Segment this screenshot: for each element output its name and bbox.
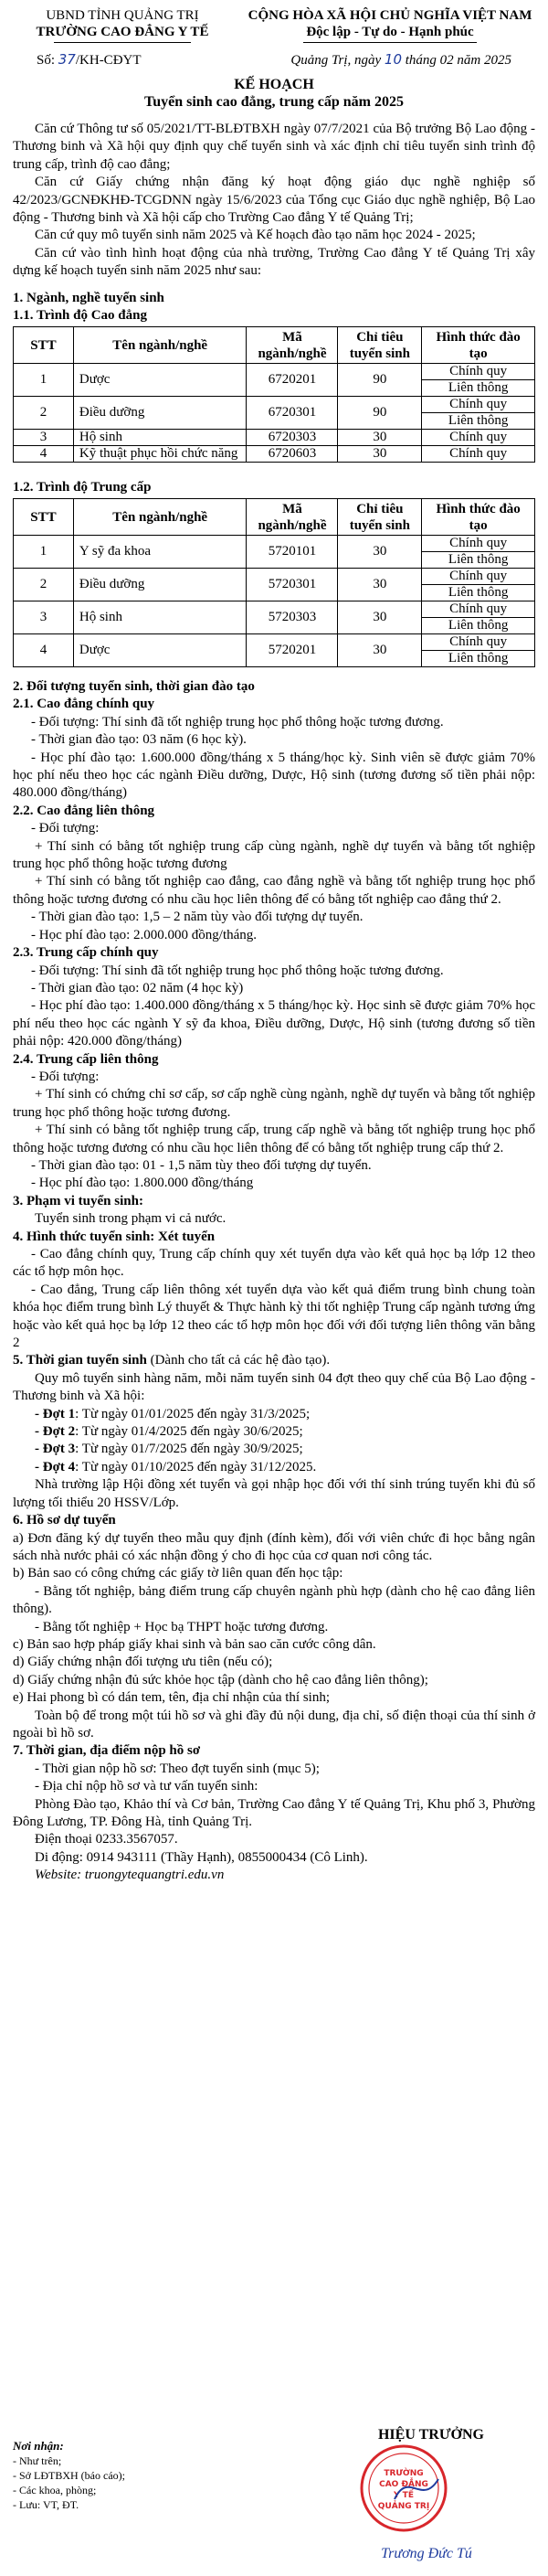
- table-row: 3 Hộ sinh 6720303 30 Chính quy: [14, 430, 535, 446]
- col-header: Tên ngành/nghề: [73, 499, 247, 536]
- intro-paragraph: Căn cứ Giấy chứng nhận đăng ký hoạt động giáo dục nghề nghiệp số 42/2023/GCNĐKHĐ-TCGDNN ngày 15/6/2023 của Tổng cục Giáo dục nghề nghiệp, Bộ Lao động - Thương binh và Xã hội cấp cho Trường Cao đẳng Y tế Quảng Trị;: [13, 175, 535, 226]
- handwritten-day: 10: [384, 51, 402, 68]
- recipient-item: - Như trên;: [13, 2454, 62, 2467]
- recipient-item: - Sở LĐTBXH (báo cáo);: [13, 2469, 125, 2482]
- document-number: Số: 37/KH-CĐYT: [37, 51, 142, 68]
- col-header: Mã ngành/nghề: [247, 499, 338, 536]
- website-link[interactable]: Website: truongytequangtri.edu.vn: [35, 1868, 225, 1883]
- document-title: KẾ HOẠCH: [234, 77, 314, 92]
- table-row: 4 Kỹ thuật phục hồi chức năng 6720603 30 Chính quy: [14, 446, 535, 463]
- round-item: - Đợt 1: Từ ngày 01/01/2025 đến ngày 31/3/2025;: [35, 1406, 311, 1421]
- round-item: - Đợt 4: Từ ngày 01/10/2025 đến ngày 31/12/2025.: [35, 1459, 317, 1474]
- round-item: - Đợt 3: Từ ngày 01/7/2025 đến ngày 30/9/2025;: [35, 1442, 303, 1457]
- col-header: Hình thức đào tạo: [422, 327, 535, 364]
- stamp-line: QUẢNG TRỊ: [377, 2502, 430, 2511]
- col-header: Mã ngành/nghề: [247, 327, 338, 364]
- signature-title: HIỆU TRƯỞNG: [377, 2427, 484, 2443]
- issuer-header: [13, 7, 232, 43]
- cao-dang-table: STT Tên ngành/nghề Mã ngành/nghề Chỉ tiêu tuyển sinh Hình thức đào tạo 1 Dược 6720201 90 Chính quy Liên thông 2 Điều dưỡng 6720301 90 Chính quy Liên thông 3 Hộ sinh 6720303 30 Chính quy 4 Kỹ thuật phục hồi chức năng 6720603 30 Chính quy: [13, 326, 535, 463]
- national-motto: Độc lập - Tự do - Hạnh phúc: [306, 25, 474, 39]
- table-row: 4 Dược 5720201 30 Chính quy: [14, 634, 535, 651]
- issuer-school: TRƯỜNG CAO ĐẲNG Y TẾ: [36, 25, 209, 39]
- col-header: Chỉ tiêu tuyển sinh: [338, 327, 422, 364]
- section4-heading: 4. Hình thức tuyển sinh: Xét tuyển: [13, 1229, 216, 1244]
- intro-block: [13, 121, 535, 281]
- table-header-row: [14, 499, 535, 536]
- intro-paragraph: Căn cứ quy mô tuyển sinh năm 2025 và Kế hoạch đào tạo năm học 2024 - 2025;: [35, 228, 476, 243]
- recipient-item: - Lưu: VT, ĐT.: [13, 2498, 79, 2511]
- intro-paragraph: Căn cứ vào tình hình hoạt động của nhà trường, Trường Cao đẳng Y tế Quảng Trị xây dựng kế hoạch tuyển sinh năm 2025 như sau:: [13, 245, 535, 279]
- col-header: STT: [14, 499, 74, 536]
- section2-1-heading: 2.1. Cao đẳng chính quy: [13, 697, 155, 712]
- national-header: [239, 7, 541, 43]
- issuer-agency: UBND TỈNH QUẢNG TRỊ: [46, 8, 199, 23]
- place-date: Quảng Trị, ngày 10 tháng 02 năm 2025: [290, 51, 511, 68]
- national-title: CỘNG HÒA XÃ HỘI CHỦ NGHĨA VIỆT NAM: [248, 8, 532, 23]
- intro-paragraph: Căn cứ Thông tư số 05/2021/TT-BLĐTBXH ngày 07/7/2021 của Bộ trưởng Bộ Lao động - Thương binh và Xã hội quy định quy chế tuyển sinh và xác định chỉ tiêu tuyển sinh trình độ trung cấp, trình độ cao đẳng;: [13, 122, 535, 172]
- stamp-line: CAO ĐẲNG: [379, 2480, 428, 2489]
- section1-heading: 1. Ngành, nghề tuyển sinh: [13, 291, 164, 305]
- section2-2-heading: 2.2. Cao đẳng liên thông: [13, 803, 155, 818]
- section2-4-heading: 2.4. Trung cấp liên thông: [13, 1051, 159, 1067]
- section6-heading: 6. Hồ sơ dự tuyển: [13, 1513, 116, 1528]
- handwritten-number: 37: [58, 51, 76, 68]
- section1-2-heading: 1.2. Trình độ Trung cấp: [13, 480, 152, 495]
- recipient-item: - Các khoa, phòng;: [13, 2484, 97, 2496]
- table-row: 3 Hộ sinh 5720303 30 Chính quy: [14, 601, 535, 618]
- round-item: - Đợt 2: Từ ngày 01/4/2025 đến ngày 30/6/2025;: [35, 1424, 303, 1440]
- section7-heading: 7. Thời gian, địa điểm nộp hồ sơ: [13, 1743, 201, 1759]
- table-row: 1 Y sỹ đa khoa 5720101 30 Chính quy: [14, 536, 535, 552]
- section2-3-heading: 2.3. Trung cấp chính quy: [13, 945, 159, 961]
- col-header: STT: [14, 327, 74, 364]
- table-row: 2 Điều dưỡng 5720301 30 Chính quy: [14, 569, 535, 585]
- document-subtitle: Tuyển sinh cao đẳng, trung cấp năm 2025: [144, 94, 404, 110]
- section5-heading: 5. Thời gian tuyển sinh (Dành cho tất cả các hệ đào tạo).: [13, 1353, 331, 1368]
- issuer-divider: [54, 42, 191, 43]
- section1-1-heading: 1.1. Trình độ Cao đẳng: [13, 308, 147, 323]
- col-header: Chỉ tiêu tuyển sinh: [338, 499, 422, 536]
- table-row: 2 Điều dưỡng 6720301 90 Chính quy: [14, 397, 535, 413]
- stamp-line: Y TẾ: [394, 2491, 414, 2500]
- section3-heading: 3. Phạm vi tuyển sinh:: [13, 1193, 143, 1208]
- section2-heading: 2. Đối tượng tuyển sinh, thời gian đào tạo: [13, 679, 255, 694]
- motto-divider: [303, 42, 477, 43]
- recipients-block: Nơi nhận: - Như trên; - Sở LĐTBXH (báo cáo); - Các khoa, phòng; - Lưu: VT, ĐT.: [13, 2439, 195, 2512]
- section2: 2. Đối tượng tuyển sinh, thời gian đào tạo 2.1. Cao đẳng chính quy - Đối tượng: Thí sinh đã tốt nghiệp trung học phổ thông hoặc tương đương. - Thời gian đào tạo: 03 năm (6 học kỳ). - Học phí đào tạo: 1.600.000 đồng/tháng x 5 tháng/học kỳ. Sinh viên sẽ được giảm 70% học phí nếu theo học các ngành Điều dưỡng, Dược, Hộ sinh (tương đương số tiền phải nộp: 480.000 đồng/tháng) 2.2. Cao đẳng liên thông - Đối tượng: + Thí sinh có bằng tốt nghiệp trung cấp cùng ngành, nghề dự tuyển và bằng tốt nghiệp trung học phổ thông hoặc tương đương + Thí sinh có bằng tốt nghiệp cao đẳng, cao đẳng nghề và bằng tốt nghiệp trung học phổ thông hoặc tương đương có nhu cầu học liên thông để có bằng tốt nghiệp cao đẳng thứ 2. - Thời gian đào tạo: 1,5 – 2 năm tùy vào đối tượng dự tuyển. - Học phí đào tạo: 2.000.000 đồng/tháng. 2.3. Trung cấp chính quy - Đối tượng: Thí sinh đã tốt nghiệp trung học phổ thông hoặc tương đương. - Thời gian đào tạo: 02 năm (4 học kỳ) - Học phí đào tạo: 1.400.000 đồng/tháng x 5 tháng/học kỳ. Học sinh sẽ được giảm 70% học phí nếu theo học các ngành Y sỹ đa khoa, Điều dưỡng, Dược, Hộ sinh (tương đương số tiền phải nộp: 420.000 đồng/tháng) 2.4. Trung cấp liên thông - Đối tượng: + Thí sinh có chứng chỉ sơ cấp, sơ cấp nghề cùng ngành, nghề dự tuyển và bằng tốt nghiệp trung học phổ thông hoặc tương đương. + Thí sinh có bằng tốt nghiệp trung cấp, trung cấp nghề và bằng tốt nghiệp trung học phổ thông hoặc tương đương có nhu cầu học liên thông để có bằng tốt nghiệp trung cấp thứ 2. - Thời gian đào tạo: 01 - 1,5 năm tùy theo đối tượng dự tuyển. - Học phí đào tạo: 1.800.000 đồng/tháng 3. Phạm vi tuyển sinh: Tuyển sinh trong phạm vi cả nước. 4. Hình thức tuyển sinh: Xét tuyển - Cao đẳng chính quy, Trung cấp chính quy xét tuyển dựa vào kết quả học bạ lớp 12 theo các tổ hợp môn học. - Cao đẳng, Trung cấp liên thông xét tuyển dựa vào kết quả điểm trung bình chung toàn khóa học điểm trung bình Lý thuyết & Thực hành kỳ thi tốt nghiệp Trung cấp ngành tương ứng hoặc vào kết quả học bạ lớp 12 theo các tổ hợp môn học đối với đối tượng liên thông văn bằng 2 5. Thời gian tuyển sinh (Dành cho tất cả các hệ đào tạo). Quy mô tuyển sinh hàng năm, mỗi năm tuyển sinh 04 đợt theo quy chế của Bộ Lao động - Thương binh và Xã hội: - Đợt 1: Từ ngày 01/01/2025 đến ngày 31/3/2025; - Đợt 2: Từ ngày 01/4/2025 đến ngày 30/6/2025; - Đợt 3: Từ ngày 01/7/2025 đến ngày 30/9/2025; - Đợt 4: Từ ngày 01/10/2025 đến ngày 31/12/2025. Nhà trường lập Hội đồng xét tuyển và gọi nhập học đối với thí sinh trúng tuyển khi đủ số lượng tối thiểu 20 HSSV/Lớp. 6. Hồ sơ dự tuyển a) Đơn đăng ký dự tuyển theo mẫu quy định (đính kèm), đối với viên chức đi học bằng ngân sách nhà nước phải có xác nhận đồng ý cho đi học của cơ quan nơi công tác. b) Bản sao có công chứng các giấy tờ liên quan đến học tập: - Bằng tốt nghiệp, bảng điểm trung cấp chuyên ngành phù hợp (dành cho hệ cao đẳng liên thông). - Bằng tốt nghiệp + Học bạ THPT hoặc tương đương. c) Bản sao hợp pháp giấy khai sinh và bản sao căn cước công dân. d) Giấy chứng nhận đối tượng ưu tiên (nếu có); d) Giấy chứng nhận đủ sức khỏe học tập (dành cho hệ cao đẳng liên thông); e) Hai phong bì có dán tem, tên, địa chỉ nhận của thí sinh; Toàn bộ để trong một túi hồ sơ và ghi đầy đủ nội dung, địa chỉ, số điện thoại của thí sinh ở ngoài bì hồ sơ. 7. Thời gian, địa điểm nộp hồ sơ - Thời gian nộp hồ sơ: Theo đợt tuyển sinh (mục 5); - Địa chỉ nộp hồ sơ và tư vấn tuyển sinh: Phòng Đào tạo, Khảo thí và Cơ bản, Trường Cao đẳng Y tế Quảng Trị, Khu phố 3, Phường Đông Lương, TP. Đông Hà, tỉnh Quảng Trị. Điện thoại 0233.3567057. Di động: 0914 943111 (Thầy Hạnh), 0855000434 (Cô Linh). Website: truongytequangtri.edu.vn: [13, 678, 535, 1885]
- trung-cap-table: STT Tên ngành/nghề Mã ngành/nghề Chỉ tiêu tuyển sinh Hình thức đào tạo 1 Y sỹ đa khoa 5720101 30 Chính quy Liên thông 2 Điều dưỡng 5720301 30 Chính quy Liên thông 3 Hộ sinh 5720303 30 Chính quy Liên thông 4 Dược 5720201 30 Chính quy Liên thông: [13, 498, 535, 667]
- stamp-line: TRƯỜNG: [384, 2469, 424, 2478]
- col-header: Tên ngành/nghề: [73, 327, 247, 364]
- table-row: 1 Dược 6720201 90 Chính quy: [14, 364, 535, 380]
- signer-name: Trương Đức Tú: [381, 2546, 472, 2561]
- table-header-row: [14, 327, 535, 364]
- col-header: Hình thức đào tạo: [422, 499, 535, 536]
- official-stamp: [358, 2443, 449, 2534]
